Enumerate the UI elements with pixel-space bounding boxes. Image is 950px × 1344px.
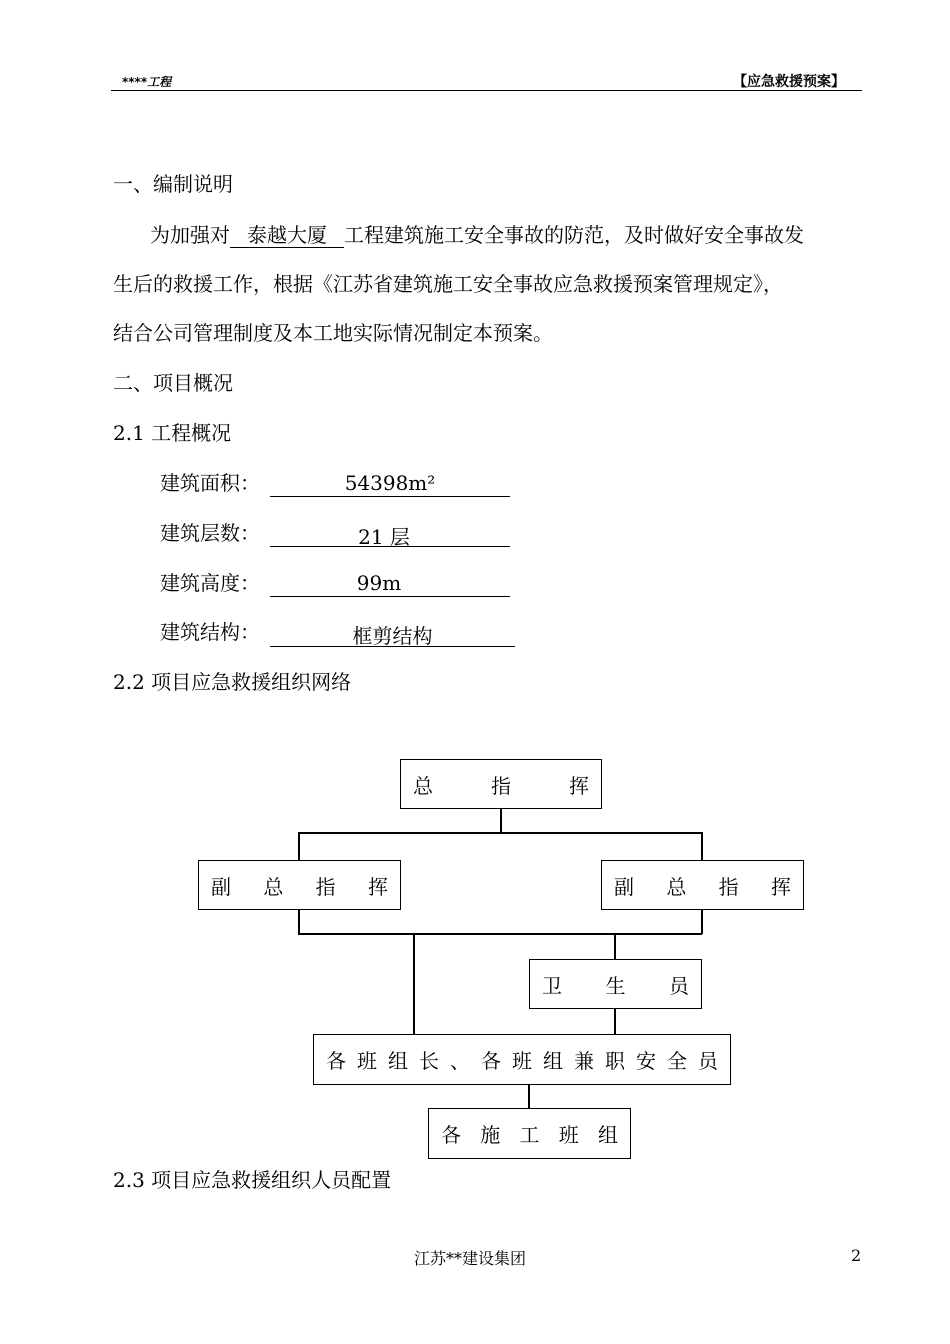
connector-line [413,933,415,1035]
field-underline [270,496,510,497]
org-box-char: 组 [598,1123,618,1147]
org-box-char: 指 [718,874,739,899]
connector-line [298,832,702,834]
header-project: ****工程 [122,75,172,89]
connector-line [500,808,502,833]
org-box-char: 班 [512,1049,532,1073]
field-value-height: 99m [356,571,402,595]
field-underline [270,546,510,547]
org-box-char: 施 [480,1123,501,1147]
org-box-char: 挥 [770,874,791,899]
org-box-work-teams [428,1108,631,1159]
section2-heading: 二、项目概况 [113,371,233,395]
org-box-char: 、 [450,1049,470,1073]
section1-heading: 一、编制说明 [113,172,233,196]
header-rule [111,90,862,91]
org-box-char: 生 [605,973,626,998]
field-label-floors: 建筑层数： [160,521,260,545]
section2-2-heading: 2.2 项目应急救援组织网络 [113,670,352,694]
connector-line [614,933,616,959]
field-value-structure: 框剪结构 [352,624,433,648]
field-label-area: 建筑面积： [160,471,260,495]
org-box-char: 挥 [367,874,388,899]
para-prefix: 为加强对 [150,223,230,247]
org-box-char: 总 [263,874,284,899]
connector-line [298,933,702,935]
org-box-char: 长 [419,1049,439,1073]
connector-line [701,909,703,934]
org-box-char: 全 [667,1049,687,1073]
org-box-char: 组 [388,1049,408,1073]
org-box-char: 各 [441,1123,461,1147]
section2-3-heading: 2.3 项目应急救援组织人员配置 [113,1168,392,1192]
footer-page-number: 2 [851,1246,862,1265]
field-underline [270,646,515,647]
field-label-structure: 建筑结构： [160,620,260,644]
org-box-char: 组 [543,1049,563,1073]
connector-line [298,832,300,860]
org-box-deputy-left [198,860,401,910]
connector-line [298,909,300,934]
section1-para-line3: 结合公司管理制度及本工地实际情况制定本预案。 [113,321,553,345]
org-box-commander [400,759,602,809]
org-box-deputy-right [601,860,804,910]
org-box-char: 工 [519,1123,540,1147]
field-label-height: 建筑高度： [160,571,260,595]
org-box-char: 职 [605,1049,625,1073]
org-box-char: 指 [491,773,511,798]
org-box-char: 副 [614,874,634,899]
org-box-char: 挥 [569,773,589,798]
org-box-health-officer [529,959,702,1009]
org-box-char: 总 [413,773,433,798]
field-value-area: 54398m² [344,471,436,495]
org-box-char: 指 [315,874,336,899]
section1-para-line2: 生后的救援工作，根据《江苏省建筑施工安全事故应急救援预案管理规定》， [113,272,783,296]
org-box-char: 班 [558,1123,579,1147]
org-box-team-leaders [313,1034,731,1085]
connector-line [614,1008,616,1035]
org-box-char: 安 [636,1049,656,1073]
org-box-char: 员 [698,1049,718,1073]
project-name: 泰越大厦 [230,223,344,248]
para-line1-suffix: 工程建筑施工安全事故的防范，及时做好安全事故发 [344,223,804,247]
field-value-floors: 21 层 [358,525,410,549]
org-box-char: 卫 [542,973,562,998]
header-doc-title: 【应急救援预案】 [733,74,845,90]
field-underline [270,596,510,597]
section1-para-line1 [150,223,804,248]
org-box-char: 班 [357,1049,377,1073]
section2-1-heading: 2.1 工程概况 [113,421,232,445]
org-box-char: 总 [666,874,687,899]
org-box-char: 副 [211,874,231,899]
org-box-char: 员 [669,973,689,998]
footer-company: 江苏**建设集团 [414,1249,527,1268]
org-box-char: 各 [481,1049,501,1073]
org-box-char: 各 [326,1049,346,1073]
connector-line [701,832,703,860]
org-box-char: 兼 [574,1049,594,1073]
connector-line [528,1084,530,1109]
